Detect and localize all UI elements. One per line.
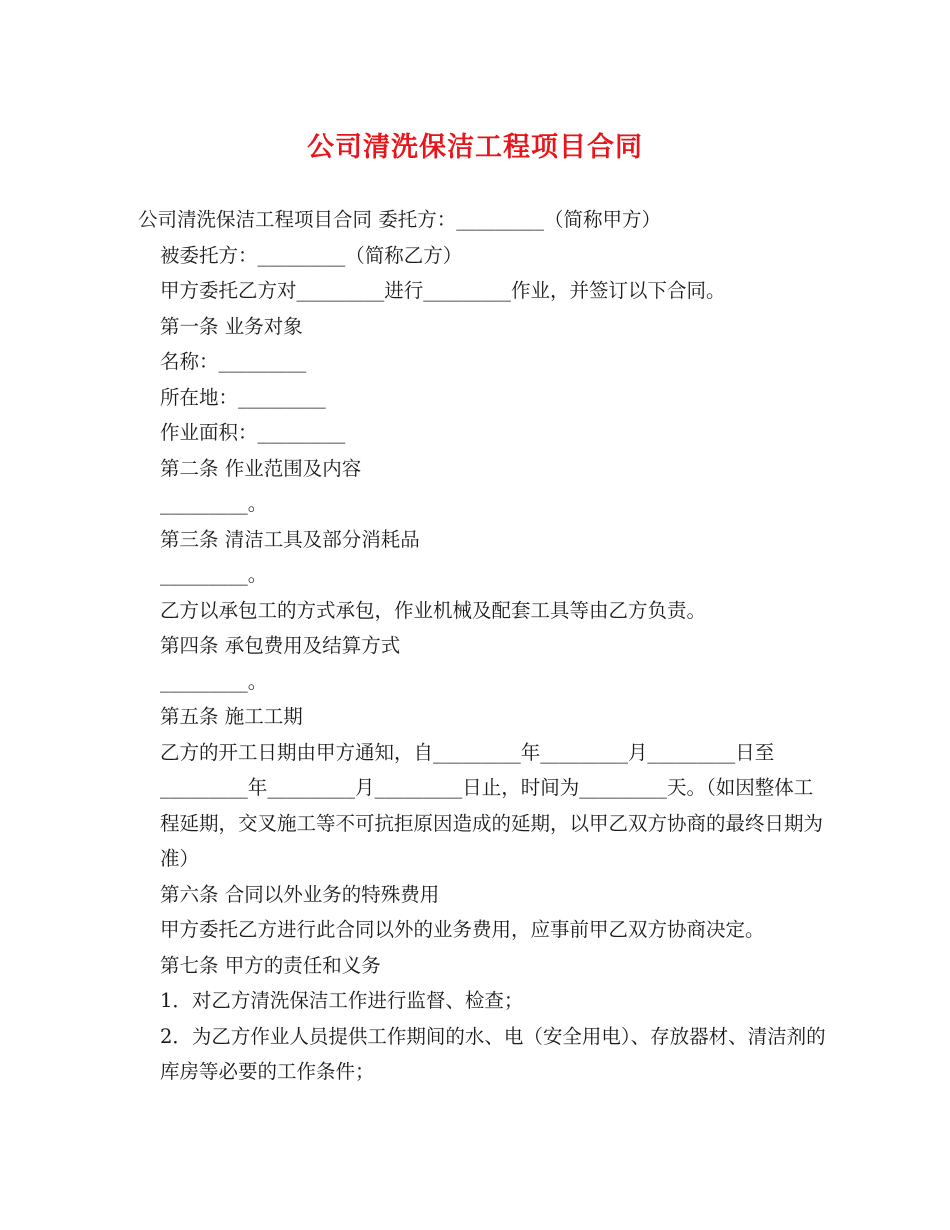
paragraph: 公司清洗保洁工程项目合同 委托方：_________（简称甲方） xyxy=(138,208,661,231)
paragraph: _________。 xyxy=(160,669,268,693)
paragraph: 乙方的开工日期由甲方通知，自_________年_________月_________日至_________年_________月_________日止，时间为_________天。（如因整体工程延期，交叉施工等不可抗拒原因造成的延期，以甲乙双方协商的最终日期为准） xyxy=(160,740,824,870)
paragraph: _________。 xyxy=(160,563,268,586)
paragraph: _________。 xyxy=(160,492,268,515)
paragraph: 乙方以承包工的方式承包，作业机械及配套工具等由乙方负责。 xyxy=(160,598,707,622)
paragraph: 名称：_________ xyxy=(160,350,307,373)
paragraph: 甲方委托乙方对_________进行_________作业，并签订以下合同。 xyxy=(160,279,726,302)
paragraph: 第五条 施工工期 xyxy=(160,705,303,728)
paragraph: 甲方委托乙方进行此合同以外的业务费用，应事前甲乙双方协商决定。 xyxy=(160,918,765,941)
paragraph: 被委托方：_________（简称乙方） xyxy=(160,243,463,267)
paragraph: 第一条 业务对象 xyxy=(160,314,303,338)
paragraph: 第二条 作业范围及内容 xyxy=(160,456,362,480)
paragraph: 第六条 合同以外业务的特殊费用 xyxy=(160,882,440,906)
paragraph: 1．对乙方清洗保洁工作进行监督、检查； xyxy=(160,989,524,1012)
paragraph: 第七条 甲方的责任和义务 xyxy=(160,953,381,977)
paragraph: 作业面积：_________ xyxy=(160,421,346,444)
document-title: 公司清洗保洁工程项目合同 xyxy=(307,132,643,163)
paragraph: 第四条 承包费用及结算方式 xyxy=(160,634,401,657)
paragraph: 第三条 清洁工具及部分消耗品 xyxy=(160,527,420,551)
paragraph: 所在地：_________ xyxy=(160,385,326,409)
document-body xyxy=(138,202,828,1090)
paragraph: 2．为乙方作业人员提供工作期间的水、电（安全用电）、存放器材、清洁剂的库房等必要的工作条件； xyxy=(160,1024,826,1083)
